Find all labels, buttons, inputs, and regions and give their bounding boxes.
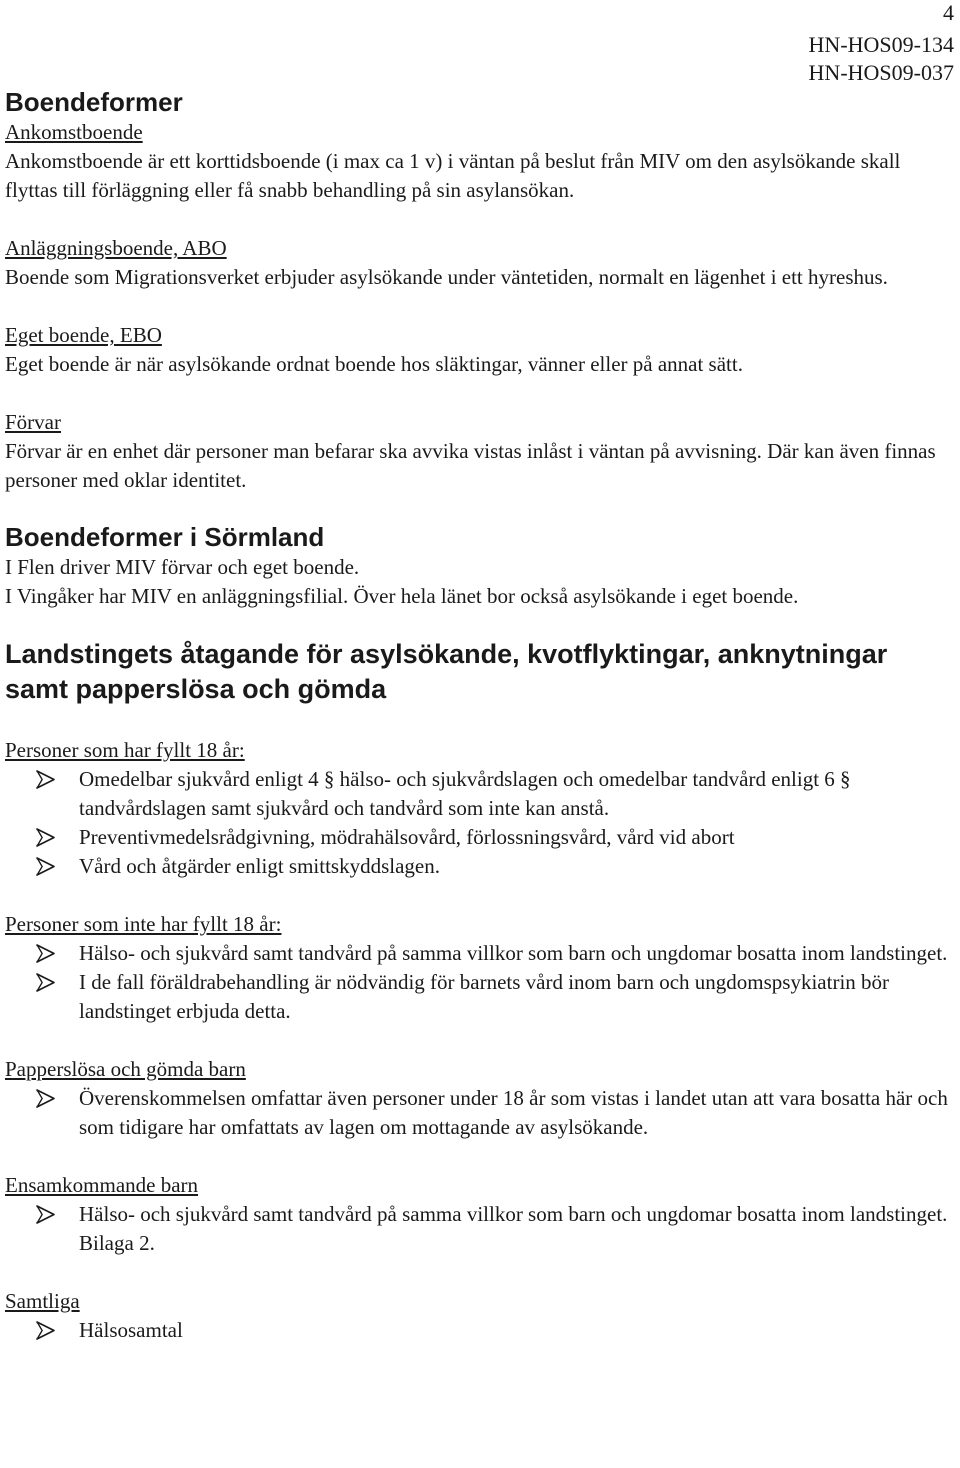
- list-item: [5, 765, 950, 823]
- subheading-adults: Personer som har fyllt 18 år:: [5, 738, 245, 762]
- arrowhead-bullet-icon: [35, 1084, 57, 1113]
- adults-list: [5, 765, 950, 881]
- arrowhead-bullet-icon: [35, 1200, 57, 1229]
- unaccompanied-list: [5, 1200, 950, 1258]
- list-item-text: Hälso- och sjukvård samt tandvård på samma villkor som barn och ungdomar bosatta inom landstinget.: [79, 941, 948, 965]
- list-item-text: I de fall föräldrabehandling är nödvändig för barnets vård inom barn och ungdomspsykiatrin bör landstinget erbjuda detta.: [79, 970, 890, 1023]
- minors-list: [5, 939, 950, 1026]
- arrowhead-bullet-icon: [35, 823, 57, 852]
- page-number: 4: [943, 0, 954, 25]
- subheading-ebo: Eget boende, EBO: [5, 323, 162, 347]
- paragraph-forvar: Förvar är en enhet där personer man befarar ska avvika vistas inlåst i väntan på avvisning. Där kan även finnas personer med oklar identitet.: [5, 439, 936, 492]
- list-item-text: Preventivmedelsrådgivning, mödrahälsovård, förlossningsvård, vård vid abort: [79, 825, 735, 849]
- list-item: [5, 1316, 950, 1345]
- subheading-minors: Personer som inte har fyllt 18 år:: [5, 912, 282, 936]
- list-item-text: Hälso- och sjukvård samt tandvård på samma villkor som barn och ungdomar bosatta inom landstinget. Bilaga 2.: [79, 1202, 948, 1255]
- paragraph-ebo: Eget boende är när asylsökande ordnat boende hos släktingar, vänner eller på annat sätt.: [5, 352, 743, 376]
- arrowhead-bullet-icon: [35, 852, 57, 881]
- subheading-unaccompanied: Ensamkommande barn: [5, 1173, 199, 1197]
- arrowhead-bullet-icon: [35, 968, 57, 997]
- section-title-sormland: Boendeformer i Sörmland: [5, 522, 325, 552]
- document-body: [5, 86, 950, 1345]
- subheading-undocumented: Papperslösa och gömda barn: [5, 1057, 246, 1081]
- list-item: [5, 852, 950, 881]
- section-title-boendeformer: Boendeformer: [5, 87, 183, 117]
- subheading-forvar: Förvar: [5, 410, 61, 434]
- list-item-text: Vård och åtgärder enligt smittskyddslagen.: [79, 854, 440, 878]
- document-id-2: HN-HOS09-037: [808, 60, 954, 85]
- list-item: [5, 823, 950, 852]
- arrowhead-bullet-icon: [35, 1316, 57, 1345]
- list-item: [5, 939, 950, 968]
- paragraph-flen: I Flen driver MIV förvar och eget boende.: [5, 555, 360, 579]
- list-item-text: Omedelbar sjukvård enligt 4 § hälso- och sjukvårdslagen och omedelbar tandvård enligt 6 § tandvårdslagen samt sjukvård och tandvård som inte kan anstå.: [79, 767, 851, 820]
- paragraph-vingaker: I Vingåker har MIV en anläggningsfilial. Över hela länet bor också asylsökande i eget boende.: [5, 584, 799, 608]
- undocumented-list: [5, 1084, 950, 1142]
- list-item: [5, 1084, 950, 1142]
- list-item: [5, 968, 950, 1026]
- all-list: [5, 1316, 950, 1345]
- paragraph-abo: Boende som Migrationsverket erbjuder asylsökande under väntetiden, normalt en lägenhet i ett hyreshus.: [5, 265, 888, 289]
- paragraph-ankomstboende: Ankomstboende är ett korttidsboende (i max ca 1 v) i väntan på beslut från MIV om den asylsökande skall flyttas till förläggning eller få snabb behandling på sin asylansökan.: [5, 149, 901, 202]
- document-id-1: HN-HOS09-134: [808, 32, 954, 57]
- list-item: [5, 1200, 950, 1258]
- subheading-abo: Anläggningsboende, ABO: [5, 236, 227, 260]
- subheading-all: Samtliga: [5, 1289, 80, 1313]
- arrowhead-bullet-icon: [35, 939, 57, 968]
- list-item-text: Överenskommelsen omfattar även personer under 18 år som vistas i landet utan att vara bosatta här och som tidigare har omfattats av lagen om mottagande av asylsökande.: [79, 1086, 948, 1139]
- arrowhead-bullet-icon: [35, 765, 57, 794]
- subheading-ankomstboende: Ankomstboende: [5, 120, 143, 144]
- section-title-landstingets-atagande: Landstingets åtagande för asylsökande, kvotflyktingar, anknytningar samt papperslösa och gömda: [5, 639, 888, 704]
- list-item-text: Hälsosamtal: [79, 1318, 183, 1342]
